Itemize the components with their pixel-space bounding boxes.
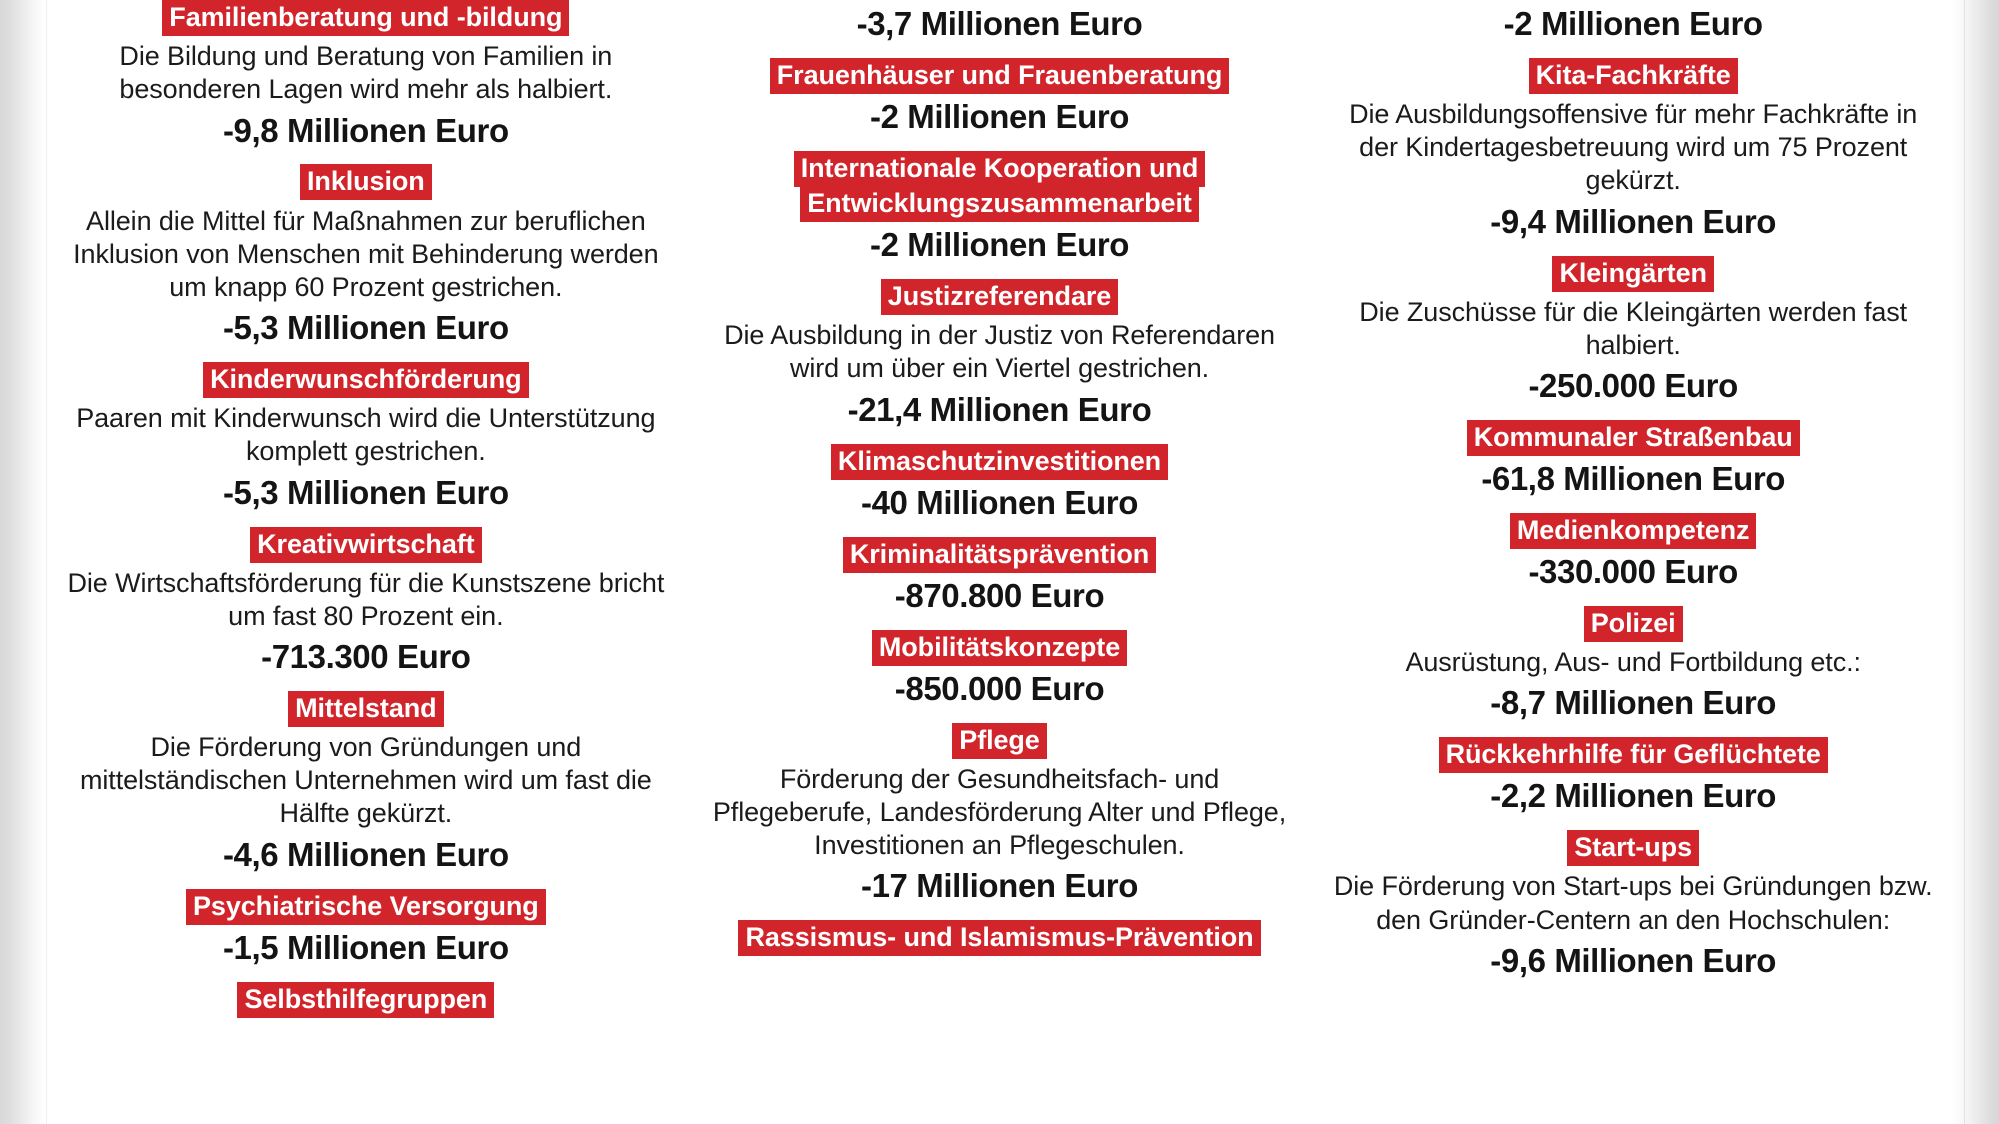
category-tag: Frauenhäuser und Frauenberatung: [770, 58, 1229, 94]
category-description: Die Förderung von Gründungen und mittelständischen Unternehmen wird um fast die Hälfte gekürzt.: [80, 732, 652, 829]
cut-amount: -8,7 Millionen Euro: [1490, 684, 1777, 722]
category-description: Die Wirtschaftsförderung für die Kunstszene bricht um fast 80 Prozent ein.: [67, 567, 665, 631]
cut-entry: [698, 723, 1302, 907]
cut-amount: -870.800 Euro: [894, 576, 1105, 614]
cut-entry: [64, 691, 668, 875]
cut-entry: [64, 982, 668, 1017]
cut-entry: [1331, 606, 1935, 723]
category-tag: Rückkehrhilfe für Geflüchtete: [1439, 737, 1828, 773]
category-tag-wrapper: [64, 0, 668, 35]
cut-entry: [1331, 420, 1935, 499]
category-tag: Inklusion: [300, 164, 432, 200]
columns-container: [46, 0, 1953, 1124]
category-tag-wrapper: [698, 537, 1302, 572]
cut-entry: [64, 0, 668, 150]
cut-amount: -2 Millionen Euro: [869, 226, 1130, 264]
category-description: Die Ausbildungsoffensive für mehr Fachkräfte in der Kindertagesbetreuung wird um 75 Prozent gekürzt.: [1349, 99, 1918, 196]
category-description: Allein die Mittel für Maßnahmen zur beruflichen Inklusion von Menschen mit Behinderung werden um knapp 60 Prozent gestrichen.: [73, 205, 659, 302]
category-tag: Kinderwunschförderung: [203, 362, 528, 398]
category-tag: Start-ups: [1567, 830, 1699, 866]
cut-entry: [698, 537, 1302, 616]
category-tag-wrapper: [698, 279, 1302, 314]
cut-entry: [1331, 58, 1935, 242]
category-tag-wrapper: [1331, 256, 1935, 291]
category-description: Ausrüstung, Aus- und Fortbildung etc.:: [1405, 647, 1861, 678]
category-tag: Rassismus- und Islamismus-Prävention: [738, 920, 1260, 956]
cut-amount: -850.000 Euro: [894, 669, 1105, 707]
category-tag: Kleingärten: [1552, 256, 1713, 292]
category-description: Förderung der Gesundheitsfach- und Pflegeberufe, Landesförderung Alter und Pflege, Investitionen an Pflegeschulen.: [712, 763, 1287, 861]
cut-amount: -4,6 Millionen Euro: [222, 835, 509, 873]
cut-entry: [64, 889, 668, 968]
category-tag: Polizei: [1584, 606, 1683, 642]
column-middle: [684, 0, 1316, 955]
cut-amount: -9,8 Millionen Euro: [222, 111, 509, 149]
category-tag: Medienkompetenz: [1510, 513, 1757, 549]
cut-amount: -250.000 Euro: [1528, 367, 1738, 405]
category-tag-wrapper: [1331, 606, 1935, 641]
category-tag-wrapper: [698, 58, 1302, 93]
cut-entry: [1331, 737, 1935, 816]
category-tag: Kommunaler Straßenbau: [1467, 420, 1800, 456]
category-tag-wrapper: [698, 151, 1302, 221]
category-description: Die Bildung und Beratung von Familien in besonderen Lagen wird mehr als halbiert.: [119, 41, 613, 105]
cut-entry: [64, 164, 668, 348]
category-tag-wrapper: [1331, 737, 1935, 772]
column-right: [1315, 0, 1953, 981]
category-tag: Mittelstand: [288, 691, 443, 727]
category-tag-wrapper: [1331, 58, 1935, 93]
cut-entry: [1331, 513, 1935, 592]
category-tag-wrapper: [64, 691, 668, 726]
cut-entry: [698, 151, 1302, 265]
category-tag: Psychiatrische Versorgung: [186, 889, 546, 925]
cut-entry: [698, 444, 1302, 523]
cut-amount: -1,5 Millionen Euro: [222, 928, 509, 966]
cut-amount: -21,4 Millionen Euro: [847, 390, 1152, 428]
column-left: [46, 0, 684, 1017]
cut-amount: -2 Millionen Euro: [1503, 5, 1763, 42]
cut-amount: -713.300 Euro: [261, 638, 471, 676]
cut-entry: [64, 362, 668, 512]
cut-amount: -9,6 Millionen Euro: [1490, 941, 1777, 979]
category-tag-wrapper: [64, 362, 668, 397]
category-tag: Internationale Kooperation und Entwicklungszusammenarbeit: [794, 151, 1206, 222]
cut-entry: [1331, 830, 1935, 980]
cut-entry: [64, 527, 668, 677]
category-tag: Selbsthilfegruppen: [237, 982, 494, 1018]
category-description: Die Zuschüsse für die Kleingärten werden fast halbiert.: [1359, 296, 1908, 360]
cut-entry: [698, 920, 1302, 955]
cut-amount: -330.000 Euro: [1528, 553, 1738, 591]
cut-entry: [698, 630, 1302, 709]
cut-amount: -2 Millionen Euro: [869, 98, 1130, 136]
cut-amount: -40 Millionen Euro: [861, 483, 1138, 521]
cut-entry: [698, 5, 1302, 44]
category-tag-wrapper: [698, 920, 1302, 955]
page-left-edge: [0, 0, 47, 1124]
category-tag-wrapper: [698, 630, 1302, 665]
category-tag-wrapper: [64, 527, 668, 562]
category-tag-wrapper: [698, 444, 1302, 479]
cut-amount: -9,4 Millionen Euro: [1490, 202, 1777, 240]
category-tag-wrapper: [64, 982, 668, 1017]
cut-amount: -5,3 Millionen Euro: [222, 309, 509, 347]
category-tag-wrapper: [1331, 830, 1935, 865]
category-tag-wrapper: [64, 164, 668, 199]
category-tag: Kita-Fachkräfte: [1529, 58, 1738, 94]
category-tag: Pflege: [952, 723, 1046, 759]
cut-entry: [698, 279, 1302, 429]
cut-entry: [1331, 256, 1935, 406]
cut-amount: -17 Millionen Euro: [861, 867, 1138, 905]
cut-entry: [1331, 5, 1935, 44]
category-tag-wrapper: [1331, 513, 1935, 548]
cut-amount: -61,8 Millionen Euro: [1481, 460, 1786, 498]
category-tag-wrapper: [1331, 420, 1935, 455]
page-right-edge: [1953, 0, 1999, 1124]
cut-entry: [698, 58, 1302, 137]
category-description: Die Ausbildung in der Justiz von Referendaren wird um über ein Viertel gestrichen.: [724, 320, 1275, 384]
category-tag: Kreativwirtschaft: [250, 527, 481, 563]
category-description: Die Förderung von Start-ups bei Gründungen bzw. den Gründer-Centern an den Hochschulen:: [1333, 871, 1933, 935]
cut-amount: -5,3 Millionen Euro: [222, 473, 509, 511]
category-description: Paaren mit Kinderwunsch wird die Unterstützung komplett gestrichen.: [76, 403, 656, 467]
cut-amount: -2,2 Millionen Euro: [1490, 777, 1777, 815]
category-tag-wrapper: [64, 889, 668, 924]
category-tag: Kriminalitätsprävention: [843, 537, 1156, 573]
category-tag: Mobilitätskonzepte: [872, 630, 1127, 666]
cut-amount: -3,7 Millionen Euro: [856, 5, 1143, 42]
category-tag: Justizreferendare: [881, 279, 1118, 315]
category-tag: Familienberatung und -bildung: [162, 0, 569, 36]
category-tag-wrapper: [698, 723, 1302, 758]
category-tag: Klimaschutzinvestitionen: [831, 444, 1168, 480]
